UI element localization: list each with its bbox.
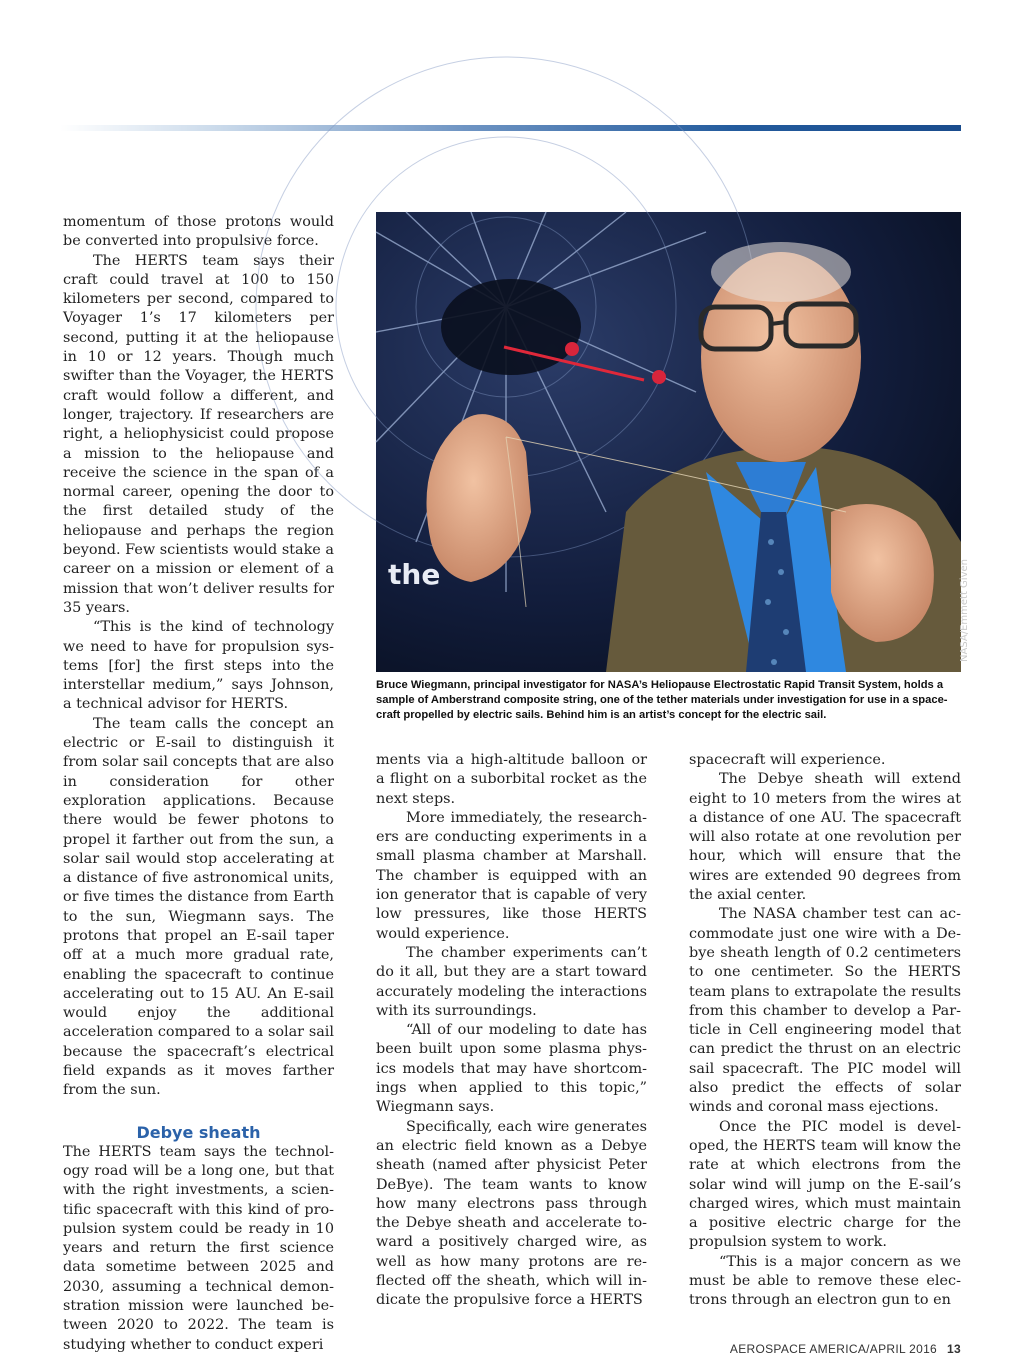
- paragraph: The team calls the concept an electric or E-sail to distinguish it from solar sail concepts that are also in consideration for other exploration applications. Because there would be fewer photons to propel it farther out from the sun, a solar sail would stop accelerating at a distance of five astronomical units, or five times the distance from Earth to the sun, Wiegmann says. The protons that propel an E-sail taper off at a much more gradual rate, enabling the spacecraft to continue accelerating out to 15 AU. An E-sail would enjoy the additional acceleration compared to a solar sail because the spacecraft’s electrical field expands as it moves farther from the sun.: [63, 715, 334, 1099]
- paragraph: “All of our modeling to date has been built upon some plasma physics models that may have shortcomings when applied to this topic,” Wiegmann says.: [376, 1022, 647, 1116]
- photo-illustration: [376, 212, 961, 672]
- text-column-2: [376, 751, 647, 1311]
- paragraph: ments via a high-altitude balloon or a flight on a suborbital rocket as the next steps.: [376, 752, 647, 807]
- paragraph: “This is a major concern as we must be able to remove these electrons through an electron gun to en: [689, 1253, 961, 1309]
- paragraph: The Debye sheath will extend eight to 10 meters from the wires at a distance of one AU. The spacecraft will also rotate at one revolution per hour, which will ensure that the wires are extended 90 degrees from the axial center.: [689, 771, 961, 904]
- paragraph: The chamber experiments can’t do it all, but they are a start toward accurately modeling the interactions with its surroundings.: [376, 944, 647, 1019]
- section-heading: Debye sheath: [136, 1122, 261, 1142]
- photo-credit: NASA/Emmett Given: [959, 559, 970, 662]
- paragraph: Once the PIC model is developed, the HERTS team will know the rate at which electrons from the solar wind will jump on the E-sail’s charged wires, which must maintain a positive electric charge for the propulsion system to work.: [689, 1118, 961, 1251]
- paragraph: momentum of those protons would be converted into propulsive force.: [63, 214, 334, 250]
- paragraph: The NASA chamber test can accommodate just one wire with a Debye sheath length of 0.2 centimeters to one centimeter. So the HERTS team plans to extrapolate the results from this chamber to develop a Particle in Cell engineering model that can predict the thrust on an electric sail spacecraft. The PIC model will also predict the effects of solar winds and coronal mass ejections.: [689, 906, 961, 1116]
- backdrop-text: the: [388, 558, 441, 591]
- page-number: 13: [947, 1342, 961, 1356]
- paragraph: More immediately, the researchers are conducting experiments in a small plasma chamber at Marshall. The chamber is equipped with an ion generator that is capable of very low pressures, like those HERTS would experience.: [376, 809, 647, 942]
- paragraph: spacecraft will experience.: [689, 752, 886, 768]
- text-column-1: [63, 213, 334, 1355]
- paragraph: The HERTS team says the technology road will be a long one, but that with the right investments, a scientific spacecraft with this kind of propulsion system could be ready in 10 years and return the first science data sometime between 2025 and 2030, assuming a technical demonstration mission were launched between 2020 to 2022. The team is studying whether to conduct experi: [63, 1143, 334, 1353]
- publication-name: AEROSPACE AMERICA/APRIL 2016: [729, 1342, 938, 1356]
- paragraph: “This is the kind of technology we need to have for propulsion systems [for] the first steps into the interstellar medium,” says Johnson, a technical advisor for HERTS.: [63, 619, 334, 713]
- photo-caption: Bruce Wiegmann, principal investigator for NASA’s Heliopause Electrostatic Rapid Transit System, holds a sample of Amberstrand composite string, one of the tether materials under investigation for use in a spacecraft propelled by electric sails. Behind him is an artist’s concept for the electric sail.: [376, 679, 948, 721]
- text-column-3: [689, 751, 961, 1311]
- page-footer: [730, 1342, 961, 1356]
- header-gradient-rule: [60, 125, 961, 131]
- photo-wiegmann: [376, 212, 970, 672]
- paragraph: Specifically, each wire generates an electric field known as a Debye sheath (named after physicist Peter DeBye). The team wants to know how many electrons pass through the Debye sheath and accelerate toward a positively charged wire, as well as how many protons are reflected off the sheath, which will indicate the propulsive force a HERTS: [376, 1118, 647, 1309]
- paragraph: The HERTS team says their craft could travel at 100 to 150 kilometers per second, compared to Voyager 1’s 17 kilometers per second, putting it at the heliopause in 10 or 12 years. Though much swifter than the Voyager, the HERTS craft would follow a different, and longer, trajectory. If researchers are right, a heliophysicist could propose a mission to the heliopause and receive the science in the span of a normal career, opening the door to the first detailed study of the heliopause and perhaps the region beyond. Few scientists would stake a career on a mission or element of a mission that won’t deliver results for 35 years.: [63, 252, 334, 616]
